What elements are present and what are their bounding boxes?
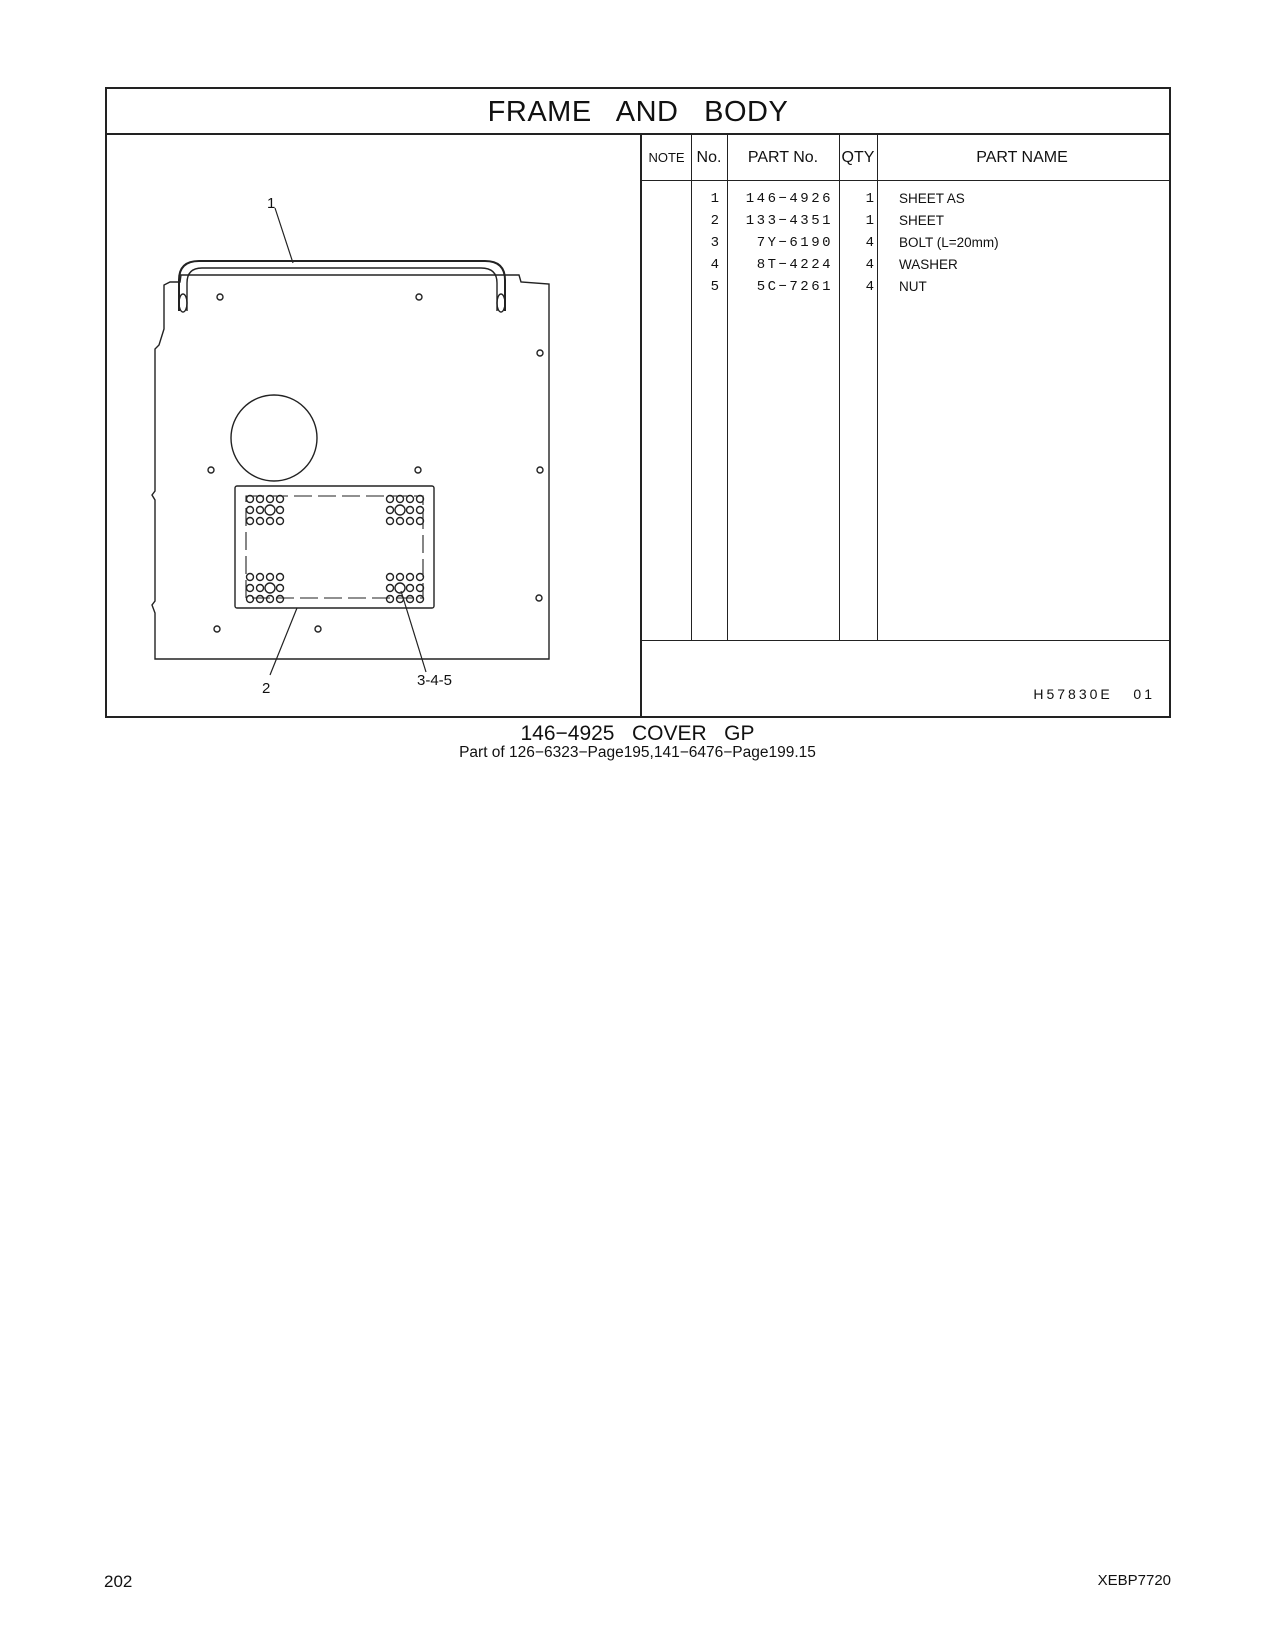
header-part-name: PART NAME — [976, 149, 1068, 166]
table-row — [642, 235, 1169, 257]
row-part-name: BOLT (L=20mm) — [899, 235, 999, 250]
row-part-no: 7Y−6190 — [756, 235, 833, 251]
header-qty: QTY — [841, 149, 875, 166]
row-qty: 1 — [865, 213, 874, 229]
row-part-no: 146−4926 — [745, 191, 833, 207]
table-row — [642, 279, 1169, 301]
round-opening — [231, 395, 317, 481]
header-no: No. — [696, 149, 722, 166]
leader-2 — [270, 608, 297, 675]
row-part-no: 5C−7261 — [756, 279, 833, 295]
callout-2: 2 — [262, 680, 271, 697]
row-no: 4 — [710, 257, 719, 273]
row-qty: 4 — [865, 235, 874, 251]
group-subtitle: Part of 126−6323−Page195,141−6476−Page199.15 — [459, 744, 816, 761]
callout-3-4-5: 3-4-5 — [417, 672, 453, 689]
bolt-pattern-top-right — [387, 496, 424, 525]
callout-1: 1 — [267, 195, 276, 212]
table-row — [642, 257, 1169, 279]
cover-drawing — [107, 135, 640, 718]
section-title: FRAME AND BODY — [107, 89, 1169, 135]
header-divider — [642, 180, 1169, 181]
row-no: 3 — [710, 235, 719, 251]
row-no: 2 — [710, 213, 719, 229]
row-part-name: SHEET — [899, 213, 945, 228]
row-part-name: WASHER — [899, 257, 958, 272]
row-part-name: SHEET AS — [899, 191, 965, 206]
group-title: 146−4925 COVER GP — [520, 722, 755, 745]
table-row — [642, 191, 1169, 213]
row-qty: 4 — [865, 279, 874, 295]
parts-table — [640, 135, 1169, 718]
header-part-no: PART No. — [747, 149, 819, 166]
row-part-name: NUT — [899, 279, 927, 294]
exploded-view-illustration — [107, 135, 640, 718]
row-qty: 1 — [865, 191, 874, 207]
row-part-no: 133−4351 — [745, 213, 833, 229]
row-no: 1 — [710, 191, 719, 207]
leader-1 — [275, 208, 293, 263]
row-qty: 4 — [865, 257, 874, 273]
bolt-pattern-top-left — [247, 496, 284, 525]
leader-3-4-5 — [401, 591, 426, 672]
reference-code: H57830E 01 — [1033, 686, 1155, 702]
document-code: XEBP7720 — [1097, 1572, 1171, 1589]
footer-divider — [642, 640, 1169, 641]
table-row — [642, 213, 1169, 235]
row-part-no: 8T−4224 — [756, 257, 833, 273]
parts-frame — [105, 87, 1171, 718]
page-number: 202 — [104, 1572, 133, 1591]
header-note: NOTE — [648, 150, 685, 165]
row-no: 5 — [710, 279, 719, 295]
